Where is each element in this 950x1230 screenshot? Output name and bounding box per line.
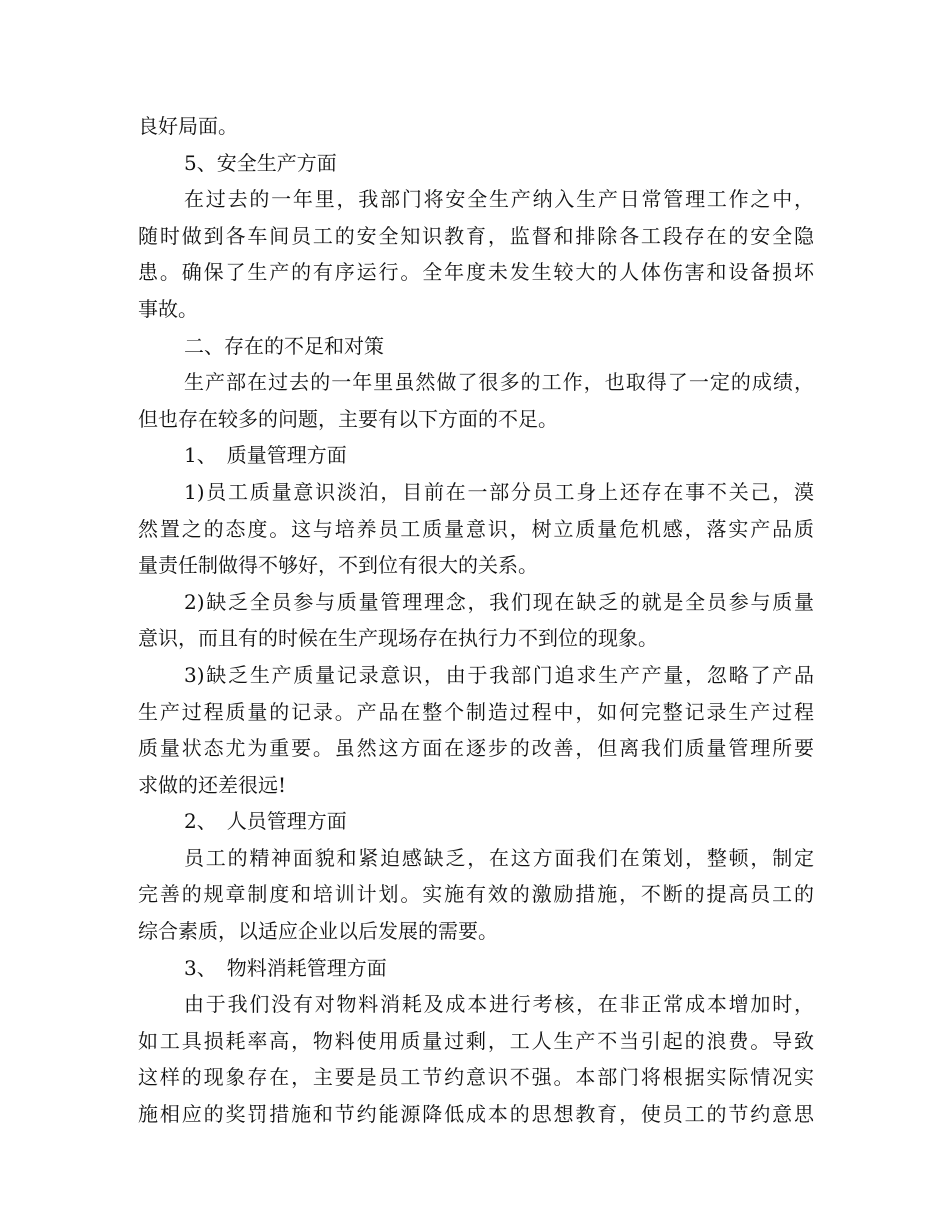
text-line: 患。确保了生产的有序运行。全年度未发生较大的人体伤害和设备损坏 bbox=[138, 260, 814, 285]
text-line: 施相应的奖罚措施和节约能源降低成本的思想教育，使员工的节约意思 bbox=[138, 1102, 814, 1127]
text-line: 随时做到各车间员工的安全知识教育，监督和排除各工段存在的安全隐 bbox=[138, 223, 814, 248]
text-line: 1)员工质量意识淡泊，目前在一部分员工身上还存在事不关己，漠 bbox=[184, 479, 814, 504]
text-line: 由于我们没有对物料消耗及成本进行考核，在非正常成本增加时， bbox=[184, 992, 814, 1017]
text-line: 质量状态尤为重要。虽然这方面在逐步的改善，但离我们质量管理所要 bbox=[138, 736, 814, 761]
text-line: 3、 物料消耗管理方面 bbox=[184, 955, 387, 980]
text-line: 良好局面。 bbox=[138, 114, 238, 138]
document-body bbox=[138, 108, 814, 1133]
text-line: 生产部在过去的一年里虽然做了很多的工作，也取得了一定的成绩， bbox=[184, 370, 814, 395]
text-line: 5、安全生产方面 bbox=[184, 150, 337, 175]
text-line: 完善的规章制度和培训计划。实施有效的激励措施，不断的提高员工的 bbox=[138, 882, 814, 907]
text-line: 二、存在的不足和对策 bbox=[184, 333, 384, 358]
text-line: 在过去的一年里，我部门将安全生产纳入生产日常管理工作之中， bbox=[184, 187, 814, 212]
text-line: 这样的现象存在，主要是员工节约意识不强。本部门将根据实际情况实 bbox=[138, 1065, 814, 1090]
text-line: 综合素质，以适应企业以后发展的需要。 bbox=[138, 919, 498, 944]
text-line: 1、 质量管理方面 bbox=[184, 443, 347, 468]
text-line: 如工具损耗率高，物料使用质量过剩，工人生产不当引起的浪费。导致 bbox=[138, 1028, 814, 1053]
text-line: 2、 人员管理方面 bbox=[184, 809, 347, 834]
text-line: 3)缺乏生产质量记录意识，由于我部门追求生产产量，忽略了产品 bbox=[184, 662, 814, 687]
text-line: 然置之的态度。这与培养员工质量意识，树立质量危机感，落实产品质 bbox=[138, 516, 814, 541]
text-line: 意识，而且有的时候在生产现场存在执行力不到位的现象。 bbox=[138, 626, 658, 651]
text-line: 员工的精神面貌和紧迫感缺乏，在这方面我们在策划，整顿，制定 bbox=[184, 845, 814, 870]
text-line: 生产过程质量的记录。产品在整个制造过程中，如何完整记录生产过程 bbox=[138, 699, 814, 724]
text-line: 量责任制做得不够好，不到位有很大的关系。 bbox=[138, 553, 538, 578]
text-line: 求做的还差很远! bbox=[138, 772, 287, 797]
text-line: 2)缺乏全员参与质量管理理念，我们现在缺乏的就是全员参与质量 bbox=[184, 589, 814, 614]
text-line: 但也存在较多的问题，主要有以下方面的不足。 bbox=[138, 406, 558, 431]
text-line: 事故。 bbox=[138, 296, 198, 321]
